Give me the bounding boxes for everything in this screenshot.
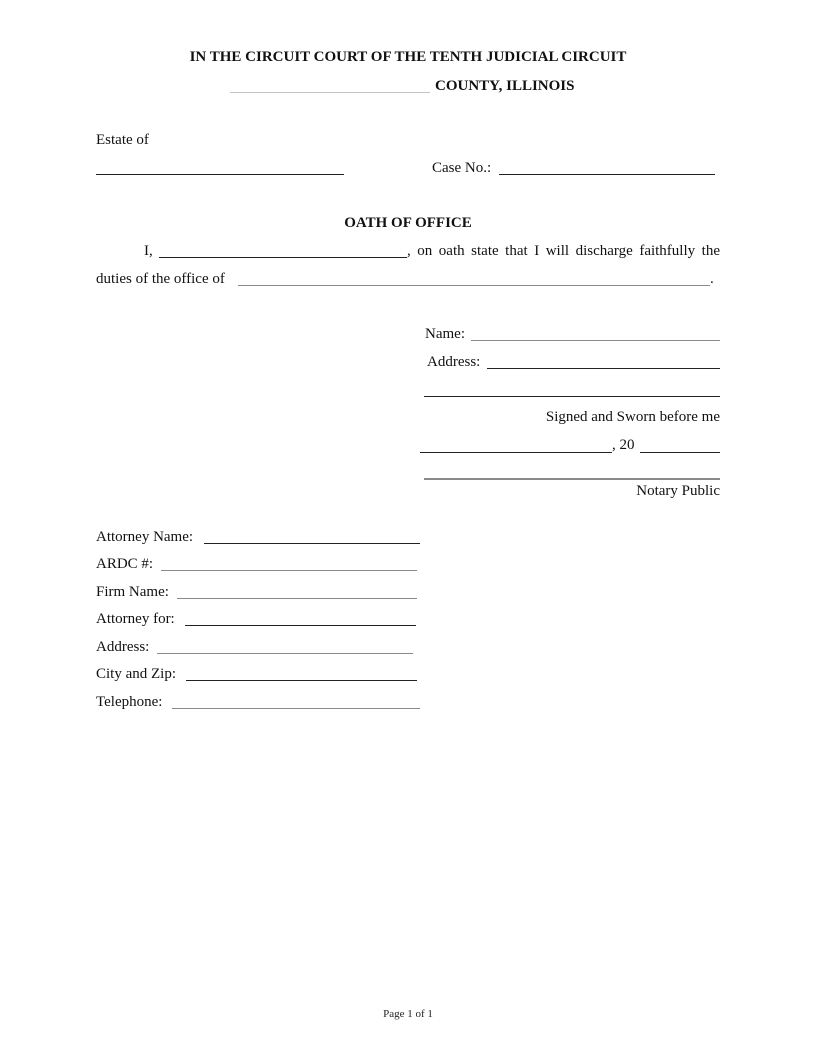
oath-prefix: I, [144,243,153,259]
court-heading: IN THE CIRCUIT COURT OF THE TENTH JUDICIAL CIRCUIT [189,49,627,65]
signer-address-label: Address: [427,354,481,370]
notary-public-label: Notary Public [636,483,720,499]
city-zip-field[interactable] [186,663,417,681]
signer-name-field[interactable] [471,323,720,341]
case-no-label: Case No.: [432,160,492,176]
city-zip-label: City and Zip: [96,666,176,682]
attorney-address-field[interactable] [157,636,413,654]
oath-suffix: . [710,271,714,287]
attorney-for-underline [185,625,416,626]
firm-name-label: Firm Name: [96,584,169,600]
signer-address-field[interactable] [487,351,720,369]
county-underline [230,92,430,93]
case-no-underline [499,174,715,175]
year-prefix: , 20 [612,437,635,453]
telephone-field[interactable] [172,691,420,709]
signer-name-label: Name: [425,326,465,342]
firm-name-underline [177,598,417,599]
ardc-label: ARDC #: [96,556,154,572]
page-indicator: Page 1 of 1 [383,1008,433,1020]
case-no-field[interactable] [499,157,715,175]
attorney-address-underline [157,653,413,654]
sworn-text: Signed and Sworn before me [545,409,720,425]
signer-name-underline [471,340,720,341]
office-field[interactable] [238,268,710,286]
year-underline [640,452,720,453]
document-title: OATH OF OFFICE [344,215,472,231]
telephone-label: Telephone: [96,694,163,710]
sworn-date-field[interactable] [420,435,612,453]
attorney-name-underline [204,543,420,544]
signer-address-underline [487,368,720,369]
attorney-name-field[interactable] [204,526,420,544]
estate-underline [96,174,344,175]
telephone-underline [172,708,420,709]
signer-address-line2-field[interactable] [424,379,720,397]
year-field[interactable] [640,435,720,453]
firm-name-field[interactable] [177,581,417,599]
attorney-name-label: Attorney Name: [96,529,194,545]
attorney-for-field[interactable] [185,608,416,626]
attorney-for-label: Attorney for: [96,611,175,627]
office-underline [238,285,710,286]
attorney-address-label: Address: [96,639,150,655]
sworn-date-underline [420,452,612,453]
city-zip-underline [186,680,417,681]
oath-name-field[interactable] [159,240,407,258]
county-label: COUNTY, ILLINOIS [435,78,575,94]
notary-signature-line[interactable] [424,478,720,480]
signer-address-line2-underline [424,396,720,397]
ardc-field[interactable] [161,553,417,571]
estate-field[interactable] [96,157,344,175]
oath-text: , on oath state that I will discharge faithfully the [407,243,720,259]
oath-name-underline [159,257,407,258]
ardc-underline [161,570,417,571]
oath-line2-prefix: duties of the office of [96,271,225,287]
estate-label: Estate of [96,132,149,148]
